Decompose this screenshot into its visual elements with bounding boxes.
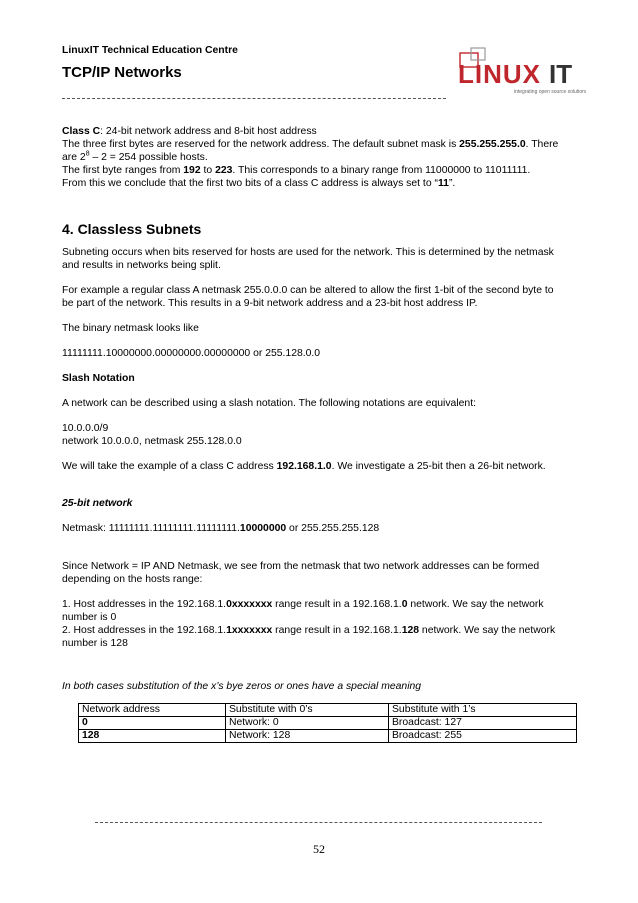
first-bits: 11	[437, 178, 449, 189]
slash-notation-heading: Slash Notation	[62, 373, 135, 384]
paragraph: A network can be described using a slash notation. The following notations are equivalent:	[62, 398, 476, 409]
section-heading: 4. Classless Subnets	[62, 221, 202, 237]
logo-graphic	[456, 47, 586, 99]
text-span: From this we conclude that the first two bits of a class C address is always set to “	[62, 178, 438, 189]
text-span: or 255.255.255.128	[286, 523, 380, 534]
page-number: 52	[313, 842, 325, 856]
list-item	[62, 598, 580, 611]
paragraph: The binary netmask looks like	[62, 323, 199, 334]
text-span: We will take the example of a class C address	[62, 461, 277, 472]
paragraph	[62, 460, 580, 473]
text-span: . There	[525, 139, 559, 150]
table-row	[79, 730, 577, 743]
subsection-heading: 25-bit network	[62, 498, 133, 509]
svg-text:LINUX: LINUX	[458, 59, 541, 89]
svg-text:IT: IT	[549, 59, 573, 89]
text-span: The first byte ranges from	[62, 165, 184, 176]
class-c-line-3	[62, 151, 580, 164]
text-span: range result in a 192.168.1.	[272, 625, 402, 636]
table-cell: Network: 0	[226, 717, 389, 730]
range-start: 192	[183, 165, 201, 176]
text-span: ”.	[448, 178, 456, 189]
note: In both cases substitution of the x’s bye zeros or ones have a special meaning	[62, 681, 422, 692]
paragraph: and results in networks being split.	[62, 260, 221, 271]
text-span: . We investigate a 25-bit then a 26-bit network.	[331, 461, 546, 472]
list-item-cont: number is 128	[62, 638, 128, 649]
table-header: Substitute with 0’s	[226, 704, 389, 717]
list-item	[62, 624, 580, 637]
host-pattern: 0xxxxxxx	[226, 599, 273, 610]
linuxit-logo	[456, 47, 586, 99]
class-c-line-2	[62, 138, 580, 151]
text-span: are 2	[62, 152, 86, 163]
class-c-line-4	[62, 164, 580, 177]
class-c-label: Class C	[62, 126, 101, 137]
default-subnet-mask: 255.255.255.0	[459, 139, 526, 150]
paragraph: Subneting occurs when bits reserved for hosts are used for the network. This is determined by the netmask	[62, 247, 554, 258]
netmask-example: network 10.0.0.0, netmask 255.128.0.0	[62, 436, 242, 447]
document-title: TCP/IP Networks	[62, 64, 182, 81]
table-row	[79, 717, 577, 730]
table-cell: Broadcast: 127	[389, 717, 577, 730]
text-span: to	[200, 165, 216, 176]
table-header-row	[79, 704, 577, 717]
paragraph: be part of the network. This results in a 9-bit network address and a 23-bit host address IP.	[62, 298, 478, 309]
slash-example: 10.0.0.0/9	[62, 423, 109, 434]
list-item-cont: number is 0	[62, 612, 117, 623]
network-number: 128	[401, 625, 420, 636]
header-divider	[62, 98, 446, 99]
text-span: . This corresponds to a binary range from 11000000 to 11011111.	[232, 165, 531, 176]
network-table	[78, 703, 577, 743]
range-end: 223	[215, 165, 233, 176]
binary-netmask: 11111111.10000000.00000000.00000000 or 255.128.0.0	[62, 348, 321, 359]
example-address: 192.168.1.0	[276, 461, 332, 472]
paragraph: depending on the hosts range:	[62, 574, 203, 585]
text-span: 2. Host addresses in the 192.168.1.	[62, 625, 227, 636]
text-span: range result in a 192.168.1.	[272, 599, 402, 610]
table-header: Network address	[79, 704, 226, 717]
text-span: Netmask: 11111111.11111111.11111111.	[62, 523, 240, 534]
text-span: The three first bytes are reserved for the network address. The default subnet mask is	[62, 139, 460, 150]
class-c-line-1	[62, 125, 580, 138]
svg-text:integrating open source soluti: integrating open source solutions	[514, 89, 586, 95]
table-cell: 0	[79, 717, 226, 730]
table-cell: Network: 128	[226, 730, 389, 743]
table-cell: Broadcast: 255	[389, 730, 577, 743]
page-content	[62, 125, 580, 693]
paragraph: For example a regular class A netmask 255.0.0.0 can be altered to allow the first 1-bit of the second byte to	[62, 285, 554, 296]
network-number: 0	[401, 599, 408, 610]
organization-name: LinuxIT Technical Education Centre	[62, 45, 238, 56]
paragraph: Since Network = IP AND Netmask, we see from the netmask that two network addresses can be formed	[62, 561, 540, 572]
host-pattern: 1xxxxxxx	[226, 625, 273, 636]
netmask-bits: 10000000	[239, 523, 287, 534]
text-span: network. We say the network	[407, 599, 544, 610]
footer-divider	[95, 822, 542, 823]
text-span: 1. Host addresses in the 192.168.1.	[62, 599, 227, 610]
table-cell: 128	[79, 730, 226, 743]
class-c-description: : 24-bit network address and 8-bit host address	[100, 126, 317, 137]
class-c-line-5	[62, 177, 580, 190]
table-header: Substitute with 1’s	[389, 704, 577, 717]
text-span: network. We say the network	[419, 625, 556, 636]
text-span: – 2 = 254 possible hosts.	[89, 152, 208, 163]
netmask-line	[62, 522, 580, 535]
exponent: 8	[85, 150, 90, 158]
